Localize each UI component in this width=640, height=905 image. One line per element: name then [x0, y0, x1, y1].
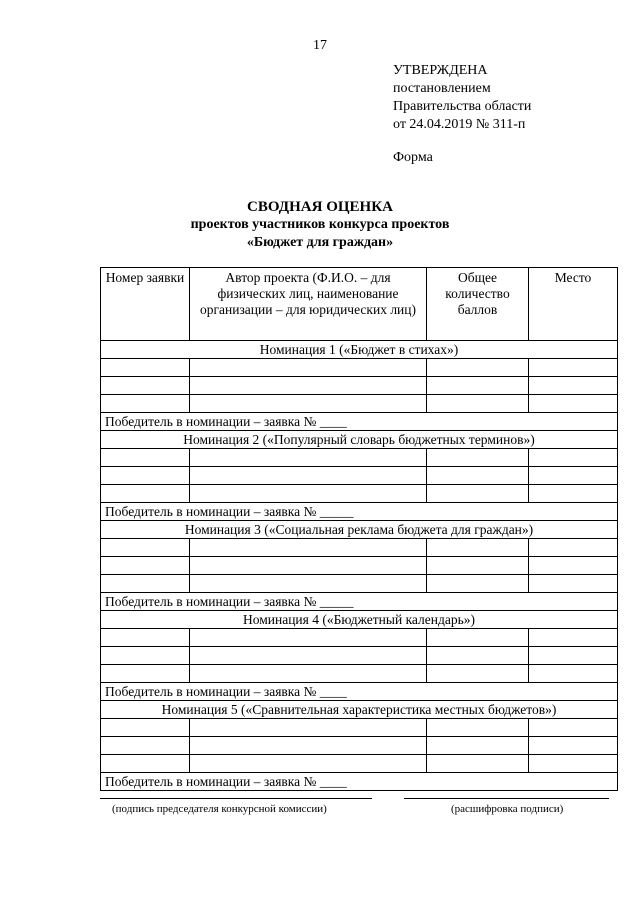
cell[interactable] — [427, 539, 529, 557]
nomination-title: Номинация 2 («Популярный словарь бюджетных терминов») — [101, 431, 618, 449]
cell[interactable] — [427, 467, 529, 485]
table-row — [101, 449, 618, 467]
nomination-row — [101, 341, 618, 359]
cell[interactable] — [529, 359, 618, 377]
cell[interactable] — [529, 665, 618, 683]
cell[interactable] — [427, 485, 529, 503]
cell[interactable] — [190, 575, 427, 593]
approval-line-1: УТВЕРЖДЕНА — [393, 63, 488, 78]
header-place: Место — [529, 268, 618, 341]
document-title — [0, 198, 640, 252]
winner-text: Победитель в номинации – заявка № ____ — [101, 413, 618, 431]
cell[interactable] — [101, 557, 190, 575]
cell[interactable] — [190, 377, 427, 395]
cell[interactable] — [101, 629, 190, 647]
cell[interactable] — [190, 719, 427, 737]
approval-line-3: Правительства области — [393, 99, 532, 114]
nomination-title: Номинация 3 («Социальная реклама бюджета для граждан») — [101, 521, 618, 539]
winner-text: Победитель в номинации – заявка № ____ — [101, 773, 618, 791]
cell[interactable] — [427, 647, 529, 665]
cell[interactable] — [101, 359, 190, 377]
cell[interactable] — [101, 665, 190, 683]
cell[interactable] — [101, 755, 190, 773]
cell[interactable] — [529, 755, 618, 773]
table-row — [101, 755, 618, 773]
cell[interactable] — [427, 575, 529, 593]
cell[interactable] — [529, 737, 618, 755]
nomination-row — [101, 521, 618, 539]
cell[interactable] — [427, 395, 529, 413]
table-row — [101, 485, 618, 503]
approval-line-2: постановлением — [393, 81, 491, 96]
page-number: 17 — [313, 38, 327, 53]
nomination-row — [101, 611, 618, 629]
summary-table — [100, 267, 618, 791]
header-number: Номер заявки — [101, 268, 190, 341]
header-author: Автор проекта (Ф.И.О. – для физических лиц, наименование организации – для юридических лиц) — [190, 268, 427, 341]
title-main: СВОДНАЯ ОЦЕНКА — [247, 199, 393, 215]
signature-caption-right: (расшифровка подписи) — [451, 803, 564, 815]
cell[interactable] — [190, 467, 427, 485]
cell[interactable] — [190, 629, 427, 647]
cell[interactable] — [529, 449, 618, 467]
winner-row — [101, 503, 618, 521]
winner-row — [101, 413, 618, 431]
table-row — [101, 575, 618, 593]
table-row — [101, 557, 618, 575]
cell[interactable] — [529, 575, 618, 593]
table-header-row — [101, 268, 618, 341]
cell[interactable] — [101, 539, 190, 557]
cell[interactable] — [190, 737, 427, 755]
cell[interactable] — [101, 647, 190, 665]
cell[interactable] — [101, 377, 190, 395]
form-label: Форма — [393, 150, 433, 165]
cell[interactable] — [427, 557, 529, 575]
cell[interactable] — [190, 449, 427, 467]
cell[interactable] — [529, 467, 618, 485]
cell[interactable] — [190, 755, 427, 773]
winner-row — [101, 593, 618, 611]
table-row — [101, 737, 618, 755]
cell[interactable] — [529, 629, 618, 647]
title-line-2: проектов участников конкурса проектов — [190, 217, 450, 232]
cell[interactable] — [529, 377, 618, 395]
table-row — [101, 467, 618, 485]
table-row — [101, 719, 618, 737]
signature-line-right[interactable] — [404, 798, 609, 799]
cell[interactable] — [529, 485, 618, 503]
approval-stamp — [393, 62, 531, 134]
winner-row — [101, 683, 618, 701]
header-score: Общее количество баллов — [427, 268, 529, 341]
cell[interactable] — [101, 719, 190, 737]
cell[interactable] — [529, 719, 618, 737]
nomination-row — [101, 701, 618, 719]
table-row — [101, 377, 618, 395]
winner-text: Победитель в номинации – заявка № _____ — [101, 593, 618, 611]
table-row — [101, 539, 618, 557]
cell[interactable] — [427, 665, 529, 683]
cell[interactable] — [101, 737, 190, 755]
nomination-title: Номинация 4 («Бюджетный календарь») — [101, 611, 618, 629]
cell[interactable] — [190, 539, 427, 557]
cell[interactable] — [427, 719, 529, 737]
cell[interactable] — [190, 557, 427, 575]
cell[interactable] — [190, 485, 427, 503]
winner-text: Победитель в номинации – заявка № _____ — [101, 503, 618, 521]
table-row — [101, 395, 618, 413]
cell[interactable] — [101, 467, 190, 485]
nomination-title: Номинация 1 («Бюджет в стихах») — [101, 341, 618, 359]
cell[interactable] — [529, 647, 618, 665]
cell[interactable] — [101, 575, 190, 593]
cell[interactable] — [190, 665, 427, 683]
cell[interactable] — [101, 485, 190, 503]
nomination-title: Номинация 5 («Сравнительная характеристика местных бюджетов») — [101, 701, 618, 719]
cell[interactable] — [427, 737, 529, 755]
cell[interactable] — [427, 377, 529, 395]
cell[interactable] — [529, 539, 618, 557]
cell[interactable] — [427, 449, 529, 467]
nomination-row — [101, 431, 618, 449]
cell[interactable] — [101, 395, 190, 413]
table-row — [101, 647, 618, 665]
title-line-3: «Бюджет для граждан» — [246, 235, 394, 250]
approval-line-4: от 24.04.2019 № 311-п — [393, 117, 526, 132]
table-row — [101, 665, 618, 683]
cell[interactable] — [427, 629, 529, 647]
cell[interactable] — [190, 395, 427, 413]
cell[interactable] — [427, 755, 529, 773]
cell[interactable] — [529, 395, 618, 413]
winner-text: Победитель в номинации – заявка № ____ — [101, 683, 618, 701]
signature-line-left[interactable] — [100, 798, 372, 799]
table-row — [101, 359, 618, 377]
cell[interactable] — [190, 359, 427, 377]
table-row — [101, 629, 618, 647]
cell[interactable] — [190, 647, 427, 665]
winner-row — [101, 773, 618, 791]
signature-caption-left: (подпись председателя конкурсной комиссии) — [112, 803, 327, 815]
cell[interactable] — [529, 557, 618, 575]
cell[interactable] — [101, 449, 190, 467]
cell[interactable] — [427, 359, 529, 377]
